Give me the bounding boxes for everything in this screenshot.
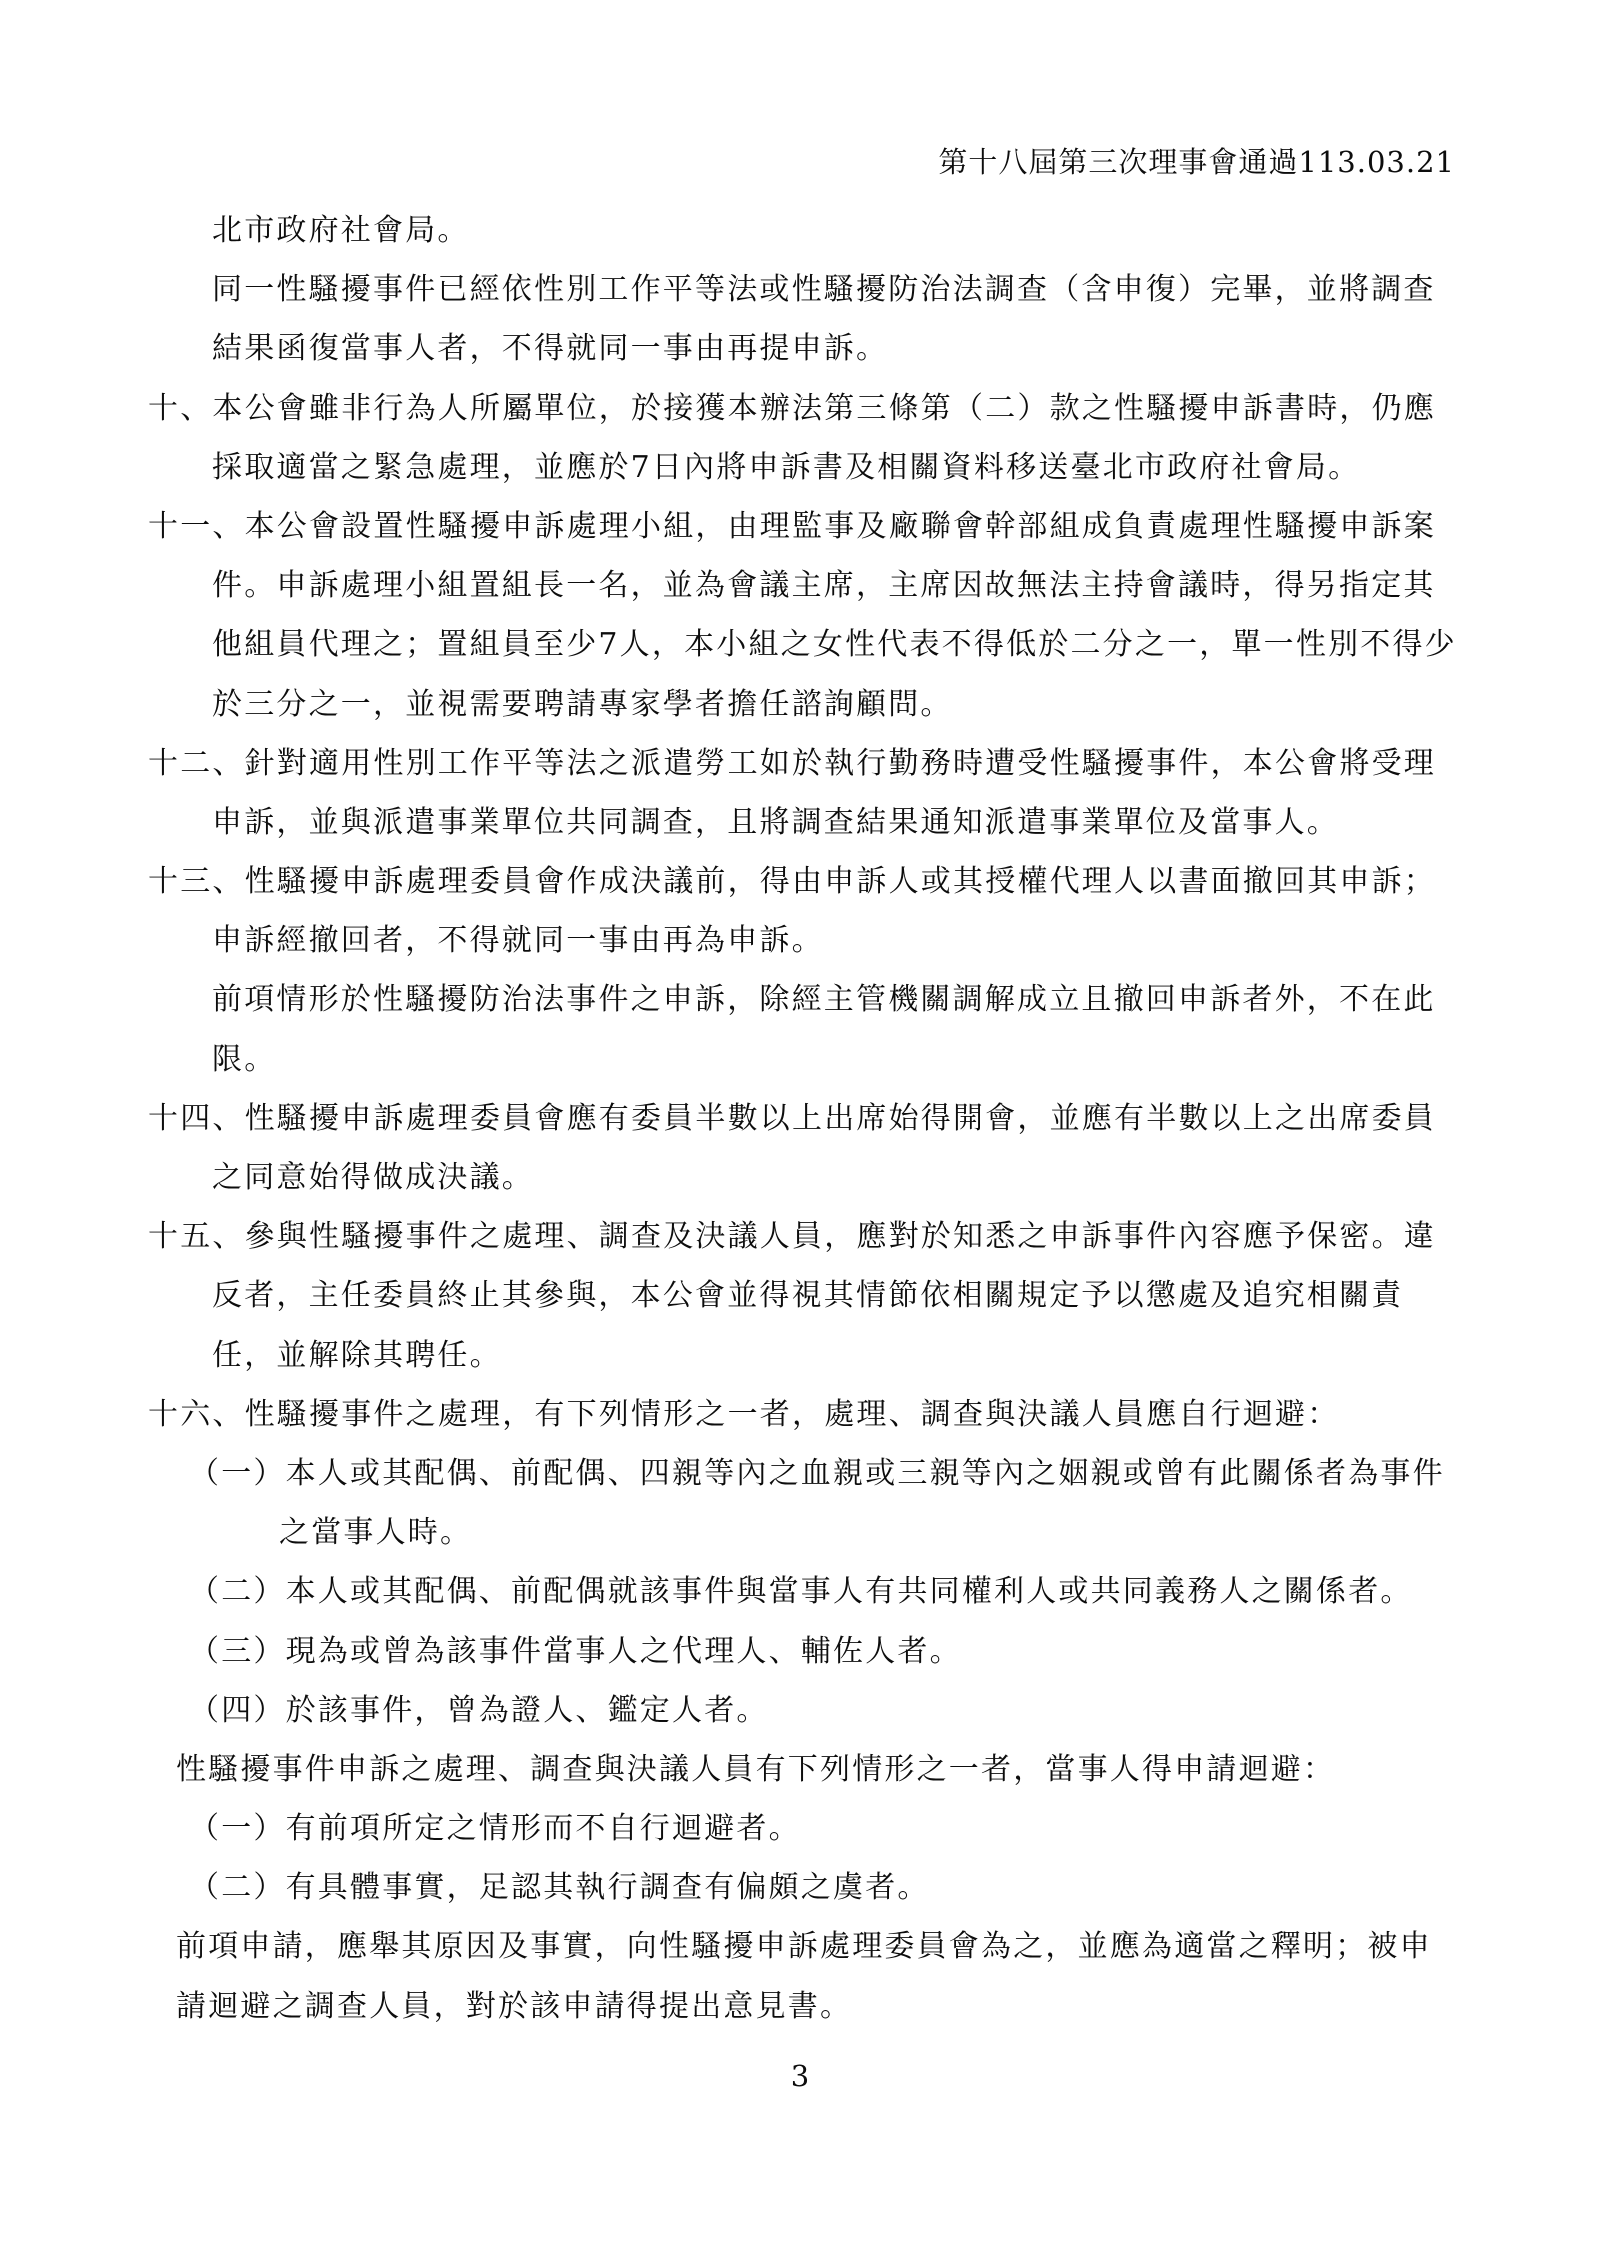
doc-line: 件。申訴處理小組置組長一名，並為會議主席，主席因故無法主持會議時，得另指定其 xyxy=(212,568,1436,604)
doc-line: 結果函復當事人者，不得就同一事由再提申訴。 xyxy=(212,331,889,367)
doc-line: 申訴，並與派遣事業單位共同調查，且將調查結果通知派遣事業單位及當事人。 xyxy=(212,804,1339,840)
doc-line-clause-12: 十二、針對適用性別工作平等法之派遣勞工如於執行勤務時遭受性騷擾事件，本公會將受理 xyxy=(148,745,1436,781)
page-number: 3 xyxy=(790,2059,810,2093)
doc-line: 北市政府社會局。 xyxy=(212,213,470,248)
doc-line-clause-13: 十三、性騷擾申訴處理委員會作成決議前，得由申訴人或其授權代理人以書面撤回其申訴； xyxy=(148,864,1436,900)
doc-line-clause-14: 十四、性騷擾申訴處理委員會應有委員半數以上出席始得開會，並應有半數以上之出席委員 xyxy=(148,1100,1436,1136)
doc-line: 於三分之一，並視需要聘請專家學者擔任諮詢顧問。 xyxy=(212,686,953,722)
doc-line: 採取適當之緊急處理，並應於7日內將申訴書及相關資料移送臺北市政府社會局。 xyxy=(212,449,1361,485)
doc-line-clause-15: 十五、參與性騷擾事件之處理、調查及決議人員，應對於知悉之申訴事件內容應予保密。違 xyxy=(148,1219,1436,1255)
document-body xyxy=(0,201,1600,2036)
doc-line-clause-10: 十、本公會雖非行為人所屬單位，於接獲本辦法第三條第（二）款之性騷擾申訴書時，仍應 xyxy=(148,390,1436,426)
doc-line-paragraph: 性騷擾事件申訴之處理、調查與決議人員有下列情形之一者，當事人得申請迴避： xyxy=(176,1751,1336,1787)
doc-line: 前項情形於性騷擾防治法事件之申訴，除經主管機關調解成立且撤回申訴者外，不在此 xyxy=(212,982,1436,1018)
doc-line: 他組員代理之；置組員至少7人，本小組之女性代表不得低於二分之一，單一性別不得少 xyxy=(212,627,1457,663)
doc-line-paragraph: 前項申請，應舉其原因及事實，向性騷擾申訴處理委員會為之，並應為適當之釋明；被申 xyxy=(176,1929,1432,1965)
doc-line: 限。 xyxy=(212,1041,277,1077)
approval-note: 第十八屆第三次理事會通過113.03.21 xyxy=(938,145,1455,179)
doc-line-paragraph: 請迴避之調查人員，對於該申請得提出意見書。 xyxy=(176,1988,853,2024)
doc-line-subitem-4: （四）於該事件，曾為證人、鑑定人者。 xyxy=(189,1692,769,1728)
doc-line-subitem-1: （一）本人或其配偶、前配偶、四親等內之血親或三親等內之姻親或曾有此關係者為事件 xyxy=(189,1455,1445,1491)
doc-line: 同一性騷擾事件已經依性別工作平等法或性騷擾防治法調查（含申復）完畢，並將調查 xyxy=(212,272,1436,308)
doc-line-subitem-3: （三）現為或曾為該事件當事人之代理人、輔佐人者。 xyxy=(189,1633,962,1669)
doc-line-subitem-2: （二）有具體事實，足認其執行調查有偏頗之虞者。 xyxy=(189,1870,930,1906)
doc-line-clause-11: 十一、本公會設置性騷擾申訴處理小組，由理監事及廠聯會幹部組成負責處理性騷擾申訴案 xyxy=(148,508,1436,544)
doc-line: 之同意始得做成決議。 xyxy=(212,1160,534,1195)
doc-line: 反者，主任委員終止其參與，本公會並得視其情節依相關規定予以懲處及追究相關責 xyxy=(212,1278,1404,1314)
doc-line-subitem-1: （一）有前項所定之情形而不自行迴避者。 xyxy=(189,1811,801,1847)
doc-line: 申訴經撤回者，不得就同一事由再為申訴。 xyxy=(212,923,824,959)
doc-line-clause-16: 十六、性騷擾事件之處理，有下列情形之一者，處理、調查與決議人員應自行迴避： xyxy=(148,1396,1340,1432)
doc-line: 之當事人時。 xyxy=(279,1515,473,1551)
doc-line-subitem-2: （二）本人或其配偶、前配偶就該事件與當事人有共同權利人或共同義務人之關係者。 xyxy=(189,1574,1413,1610)
doc-line: 任，並解除其聘任。 xyxy=(212,1337,502,1373)
